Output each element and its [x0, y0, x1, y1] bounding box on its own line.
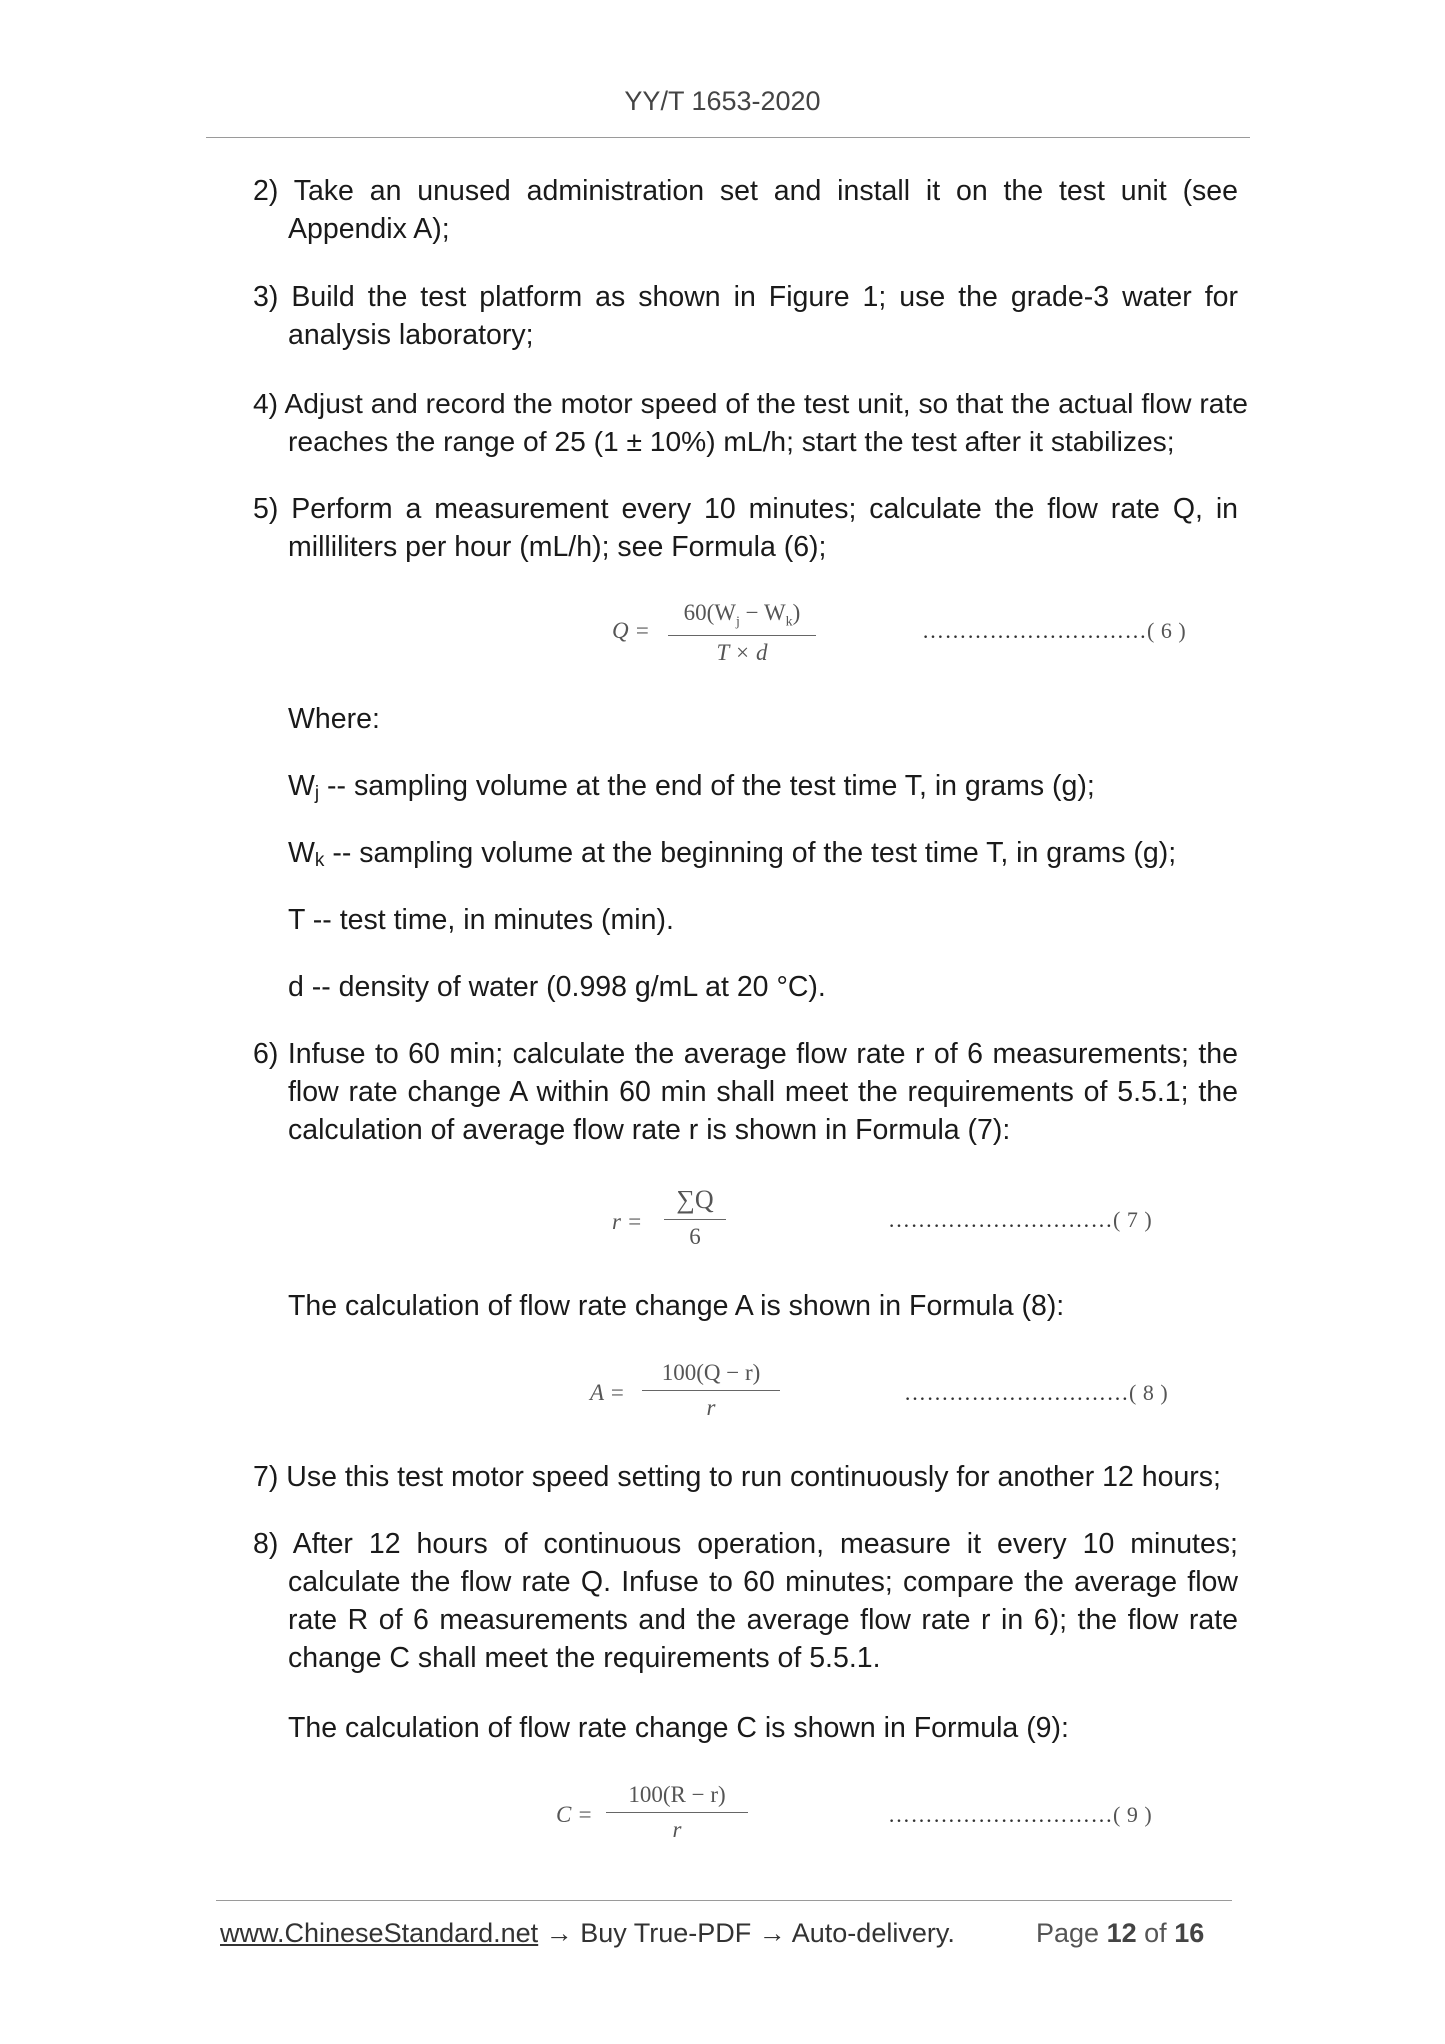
step-2-text: Take an unused administration set and install it on the test unit (see Appendix A);	[288, 175, 1239, 245]
formula-7-lhs: r =	[612, 1209, 643, 1234]
formula-9-lhs: C =	[556, 1802, 593, 1827]
step-4-number: 4)	[253, 387, 279, 419]
where-wj: $W_j$ -- sampling volume at the end of the test time T, in grams (g);	[288, 770, 1095, 804]
step-3-number: 3)	[253, 281, 279, 313]
formula-6-leader: …………………………( 6 )	[922, 618, 1187, 643]
step-7	[253, 1458, 1248, 1496]
formula-7-fraction	[664, 1185, 726, 1250]
footer-divider	[216, 1900, 1232, 1901]
where-t: T -- test time, in minutes (min).	[288, 904, 674, 936]
footer-promo	[220, 1918, 955, 1949]
formula-8-number: ( 8 )	[1129, 1380, 1169, 1405]
formula-7-leader: …………………………( 7 )	[888, 1207, 1153, 1232]
total-pages: 16	[1174, 1918, 1205, 1948]
formula-9-number: ( 9 )	[1113, 1802, 1153, 1827]
step-6	[253, 1035, 1238, 1149]
step-3-text: Build the test platform as shown in Figure 1; use the grade-3 water for analysis laboratory;	[288, 281, 1239, 351]
formula-9-leader: …………………………( 9 )	[888, 1802, 1153, 1827]
step-7-text: Use this test motor speed setting to run continuously for another 12 hours;	[286, 1461, 1221, 1493]
formula-6-fraction	[668, 600, 816, 666]
where-d: d -- density of water (0.998 g/mL at 20 °C).	[288, 971, 826, 1003]
formula-9-fraction	[606, 1782, 748, 1843]
page-label: Page	[1036, 1918, 1100, 1948]
step-4	[253, 384, 1248, 460]
formula-7-numerator: ∑Q	[676, 1185, 714, 1214]
of-label: of	[1144, 1918, 1167, 1948]
current-page: 12	[1106, 1918, 1137, 1948]
page-indicator	[1036, 1918, 1204, 1949]
buy-pdf-text: Buy True-PDF	[580, 1918, 752, 1948]
formula-6-numerator: $60(W_j - W_k)$	[683, 600, 801, 630]
step-8-text: After 12 hours of continuous operation, measure it every 10 minutes; calculate the flow rate Q. Infuse to 60 minutes; compare the average flow rate R of 6 measurements and the average flow rate r in 6); the flow rate change C shall meet the requirements of 5.5.1.	[288, 1528, 1238, 1674]
formula-9-denominator: r	[672, 1817, 682, 1842]
arrow-right-icon: →	[751, 1918, 792, 1948]
formula-6-lhs: Q =	[612, 618, 650, 643]
step-5-text: Perform a measurement every 10 minutes; calculate the flow rate Q, in milliliters per hour (mL/h); see Formula (6);	[288, 493, 1239, 563]
arrow-right-icon: →	[538, 1918, 581, 1948]
formula-8-fraction	[642, 1360, 780, 1421]
step-8	[253, 1525, 1238, 1677]
formula-7-number: ( 7 )	[1113, 1207, 1153, 1232]
formula-8-denominator: r	[706, 1395, 716, 1420]
step-2	[253, 172, 1238, 248]
website-link[interactable]: www.ChineseStandard.net	[220, 1918, 539, 1948]
step-6-text: Infuse to 60 min; calculate the average flow rate r of 6 measurements; the flow rate change A within 60 min shall meet the requirements of 5.5.1; the calculation of average flow rate r is shown in Formula (7):	[287, 1038, 1238, 1146]
formula-9-numerator: 100(R − r)	[628, 1782, 726, 1807]
step-6-number: 6)	[253, 1038, 279, 1070]
formula-8-lhs: A =	[590, 1380, 625, 1405]
document-id-header: YY/T 1653-2020	[624, 86, 821, 116]
where-label: Where:	[288, 703, 380, 735]
formula-7-denominator: 6	[689, 1224, 701, 1249]
formula-6-denominator: T × d	[716, 639, 768, 665]
step-4-text: Adjust and record the motor speed of the test unit, so that the actual flow rate reaches the range of 25 (1 ± 10%) mL/h; start the test after it stabilizes;	[284, 387, 1248, 457]
header-divider	[206, 137, 1250, 138]
formula-8-leader: …………………………( 8 )	[904, 1380, 1169, 1405]
step-8-number: 8)	[253, 1528, 279, 1560]
step-2-number: 2)	[253, 175, 279, 207]
where-wk: $W_k$ -- sampling volume at the beginning of the test time T, in grams (g);	[288, 837, 1177, 871]
formula-6-number: ( 6 )	[1147, 618, 1187, 643]
flow-rate-change-c-text: The calculation of flow rate change C is shown in Formula (9):	[288, 1712, 1069, 1744]
step-5	[253, 490, 1238, 566]
formula-8-numerator: 100(Q − r)	[661, 1360, 761, 1385]
step-5-number: 5)	[253, 493, 279, 525]
step-3	[253, 278, 1238, 354]
auto-delivery-text: Auto-delivery.	[791, 1918, 955, 1948]
flow-rate-change-a-text: The calculation of flow rate change A is shown in Formula (8):	[288, 1290, 1065, 1322]
step-7-number: 7)	[253, 1461, 279, 1493]
